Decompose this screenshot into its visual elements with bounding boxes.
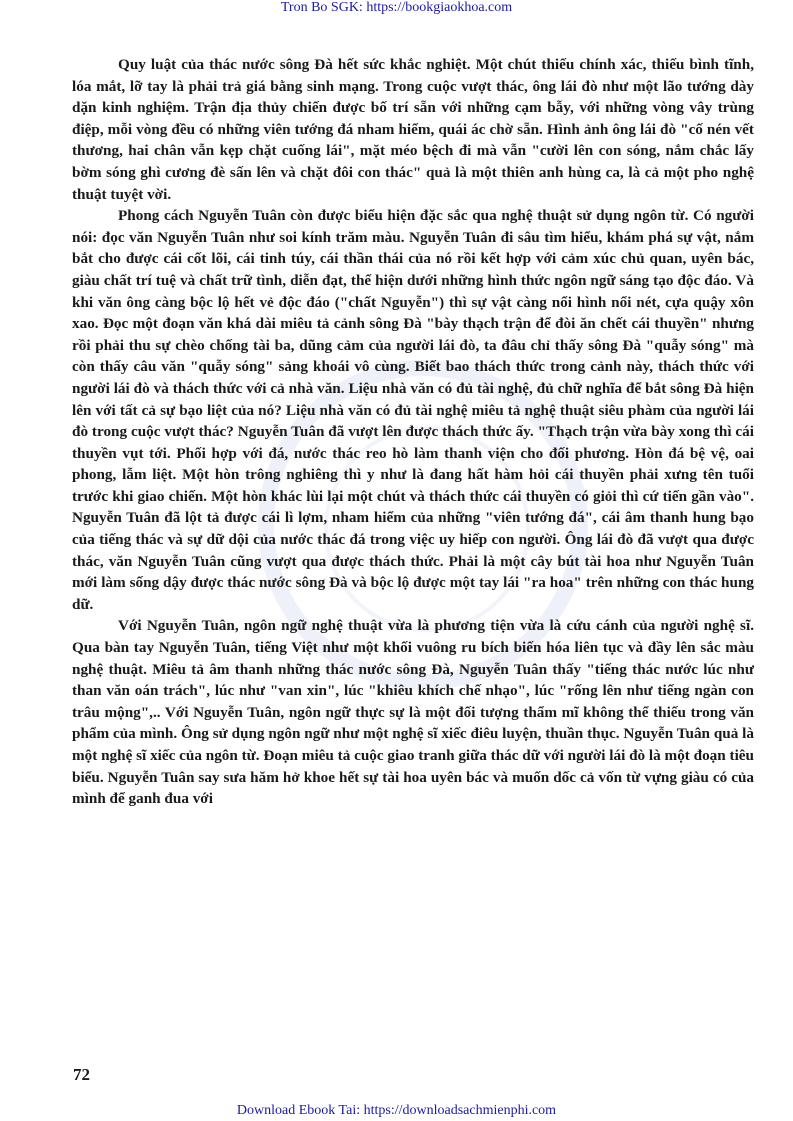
paragraph-2: Phong cách Nguyễn Tuân còn được biểu hiện đặc sắc qua nghệ thuật sử dụng ngôn từ. Có người nói: đọc văn Nguyễn Tuân như soi kính trăm màu. Nguyễn Tuân đi sâu tìm hiểu, khám phá sự vật, nắm bắt cho được cái cốt lõi, cái tinh túy, cái thần thái của nó rồi kết hợp với cảm xúc chủ quan, uyên bác, giàu chất trí tuệ và chất trữ tình, diễn đạt, thể hiện dưới những hình thức ngôn ngữ sáng tạo độc đáo. Và khi văn ông càng bộc lộ hết vẻ độc đáo ("chất Nguyễn") thì sự vật càng nổi hình nổi nét, cựa quậy xôn xao. Đọc một đoạn văn khá dài miêu tả cảnh sông Đà "bày thạch trận để đòi ăn chết cái thuyền" nhưng rồi phải thu sự chèo chống tài ba, dũng cảm của người lái đò, ta đâu chỉ thấy sông Đà "quẫy sóng" mà còn thấy câu văn "quẫy sóng" sảng khoái vô cùng. Biết bao thách thức trong cảnh này, thách thức với người lái đò và thách thức với cả nhà văn. Liệu nhà văn có đủ tài nghệ, đủ chữ nghĩa để bắt sông Đà hiện lên với tất cả sự bạo liệt của nó? Liệu nhà văn có đủ tài nghệ miêu tả nghệ thuật siêu phàm của người lái đò trong cuộc vượt thác? Nguyễn Tuân đã vượt lên được thách thức ấy. "Thạch trận vừa bày xong thì cái thuyền vụt tới. Phối hợp với đá, nước thác reo hò làm thanh viện cho đối phương. Hòn đá bệ vệ, oai phong, lẫm liệt. Một hòn trông nghiêng thì y như là đang hất hàm hỏi cái thuyền phải xưng tên tuổi trước khi giao chiến. Một hòn khác lùi lại một chút và thách thức cái thuyền có giỏi thì cứ tiến gần vào". Nguyễn Tuân đã lột tả được cái lì lợm, nham hiểm của những "viên tướng đá", cái âm thanh hung bạo của tiếng thác và sự dữ dội của nước thác đá trong việc uy hiếp con người. Ông lái đò đã vượt qua được thác, văn Nguyễn Tuân cũng vượt qua được thách thức. Phải là một cây bút tài hoa như Nguyễn Tuân mới làm sống dậy được thác nước sông Đà và bộc lộ được một tay lái "ra hoa" trên những con thác hung dữ. [72, 207, 754, 613]
page-body [72, 54, 754, 810]
header-link[interactable]: Tron Bo SGK: https://bookgiaokhoa.com [280, 0, 513, 15]
footer-link[interactable]: Download Ebook Tai: https://downloadsachmienphi.com [236, 1103, 557, 1118]
paragraph-1: Quy luật của thác nước sông Đà hết sức khắc nghiệt. Một chút thiếu chính xác, thiếu bình tĩnh, lóa mắt, lỡ tay là phải trả giá bằng sinh mạng. Trong cuộc vượt thác, ông lái đò như một lão tướng dày dặn kinh nghiệm. Trận địa thủy chiến được bố trí sẵn với những cạm bẫy, với những vòng vây trùng điệp, mỗi vòng đều có những viên tướng đá nham hiểm, quái ác chờ sẵn. Hình ảnh ông lái đò "cố nén vết thương, hai chân vẫn kẹp chặt cuống lái", mặt méo bệch đi mà vẫn "cười lên con sóng, nắm chắc lấy bờm sóng ghì cương đè sấn lên và chặt đôi con thác" quả là một thiên anh hùng ca, là cả một pho nghệ thuật tuyệt vời. [72, 56, 754, 203]
paragraph-3: Với Nguyễn Tuân, ngôn ngữ nghệ thuật vừa là phương tiện vừa là cứu cánh của người nghệ sĩ. Qua bàn tay Nguyễn Tuân, tiếng Việt như một khối vuông ru bích biến hóa liên tục và đầy lên sắc màu nghệ thuật. Miêu tả âm thanh những thác nước sông Đà, Nguyễn Tuân thấy "tiếng thác nước lúc như than văn oán trách", lúc như "van xin", lúc "khiêu khích chế nhạo", lúc "rống lên như tiếng ngàn con trâu mộng",.. Với Nguyễn Tuân, ngôn ngữ thực sự là một đối tượng thẩm mĩ không thể thiếu trong văn phẩm của mình. Ông sử dụng ngôn ngữ như một nghệ sĩ xiếc điêu luyện, thuần thục. Nguyễn Tuân quả là một nghệ sĩ xiếc của ngôn từ. Đoạn miêu tả cuộc giao tranh giữa thác dữ với người lái đò là một đoạn tiêu biểu. Nguyễn Tuân say sưa hăm hở khoe hết sự tài hoa uyên bác và muốn dốc cả vốn từ vựng giàu có của mình để ganh đua với [72, 617, 754, 808]
page-number: 72 [73, 1065, 90, 1084]
